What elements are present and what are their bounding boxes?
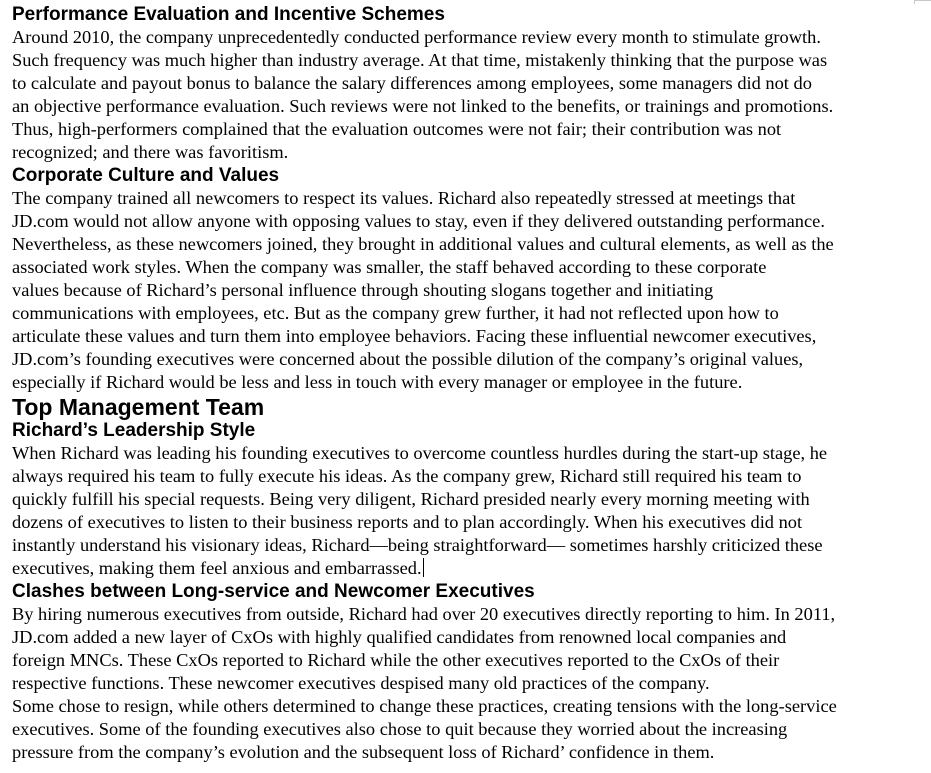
text-line: recognized; and there was favoritism. (12, 142, 289, 162)
text-line-with-cursor (12, 557, 917, 580)
heading-corporate-culture: Corporate Culture and Values (12, 165, 280, 186)
text-line: respective functions. These newcomer executives despised many old practices of the company. (12, 673, 710, 693)
text-line: articulate these values and turn them into employee behaviors. Facing these influential newcomer executives, (12, 326, 817, 346)
text-line: executives. Some of the founding executives also chose to quit because they worried about the increasing (12, 719, 788, 739)
text-line: When Richard was leading his founding executives to overcome countless hurdles during the start-up stage, he (12, 443, 828, 463)
heading-top-management-team: Top Management Team (12, 394, 265, 420)
paragraph-corporate-culture[interactable] (12, 187, 917, 394)
paragraph-executive-resignations[interactable] (12, 695, 917, 764)
text-line: foreign MNCs. These CxOs reported to Richard while the other executives reported to the CxOs of their (12, 650, 780, 670)
text-line: communications with employees, etc. But as the company grew further, it had not reflected upon how to (12, 303, 779, 323)
heading-leadership-style: Richard’s Leadership Style (12, 420, 256, 441)
text-line: Some chose to resign, while others determined to change these practices, creating tensions with the long-service (12, 696, 837, 716)
text-line: Around 2010, the company unprecedentedly conducted performance review every month to stimulate growth. (12, 27, 821, 47)
text-line: instantly understand his visionary ideas, Richard—being straightforward— sometimes harshly criticized these (12, 535, 823, 555)
paragraph-leadership-style[interactable] (12, 442, 917, 580)
text-line: The company trained all newcomers to respect its values. Richard also repeatedly stressed at meetings that (12, 188, 796, 208)
text-line: By hiring numerous executives from outside, Richard had over 20 executives directly reporting to him. In 2011, (12, 604, 836, 624)
text-line: quickly fulfill his special requests. Being very diligent, Richard presided nearly every morning meeting with (12, 489, 810, 509)
text-line: pressure from the company’s evolution and the subsequent loss of Richard’ confidence in them. (12, 742, 715, 762)
text-line: JD.com added a new layer of CxOs with highly qualified candidates from renowned local companies and (12, 627, 787, 647)
text-line: always required his team to fully execute his ideas. As the company grew, Richard still required his team to (12, 466, 802, 486)
heading-performance-evaluation: Performance Evaluation and Incentive Schemes (12, 4, 445, 25)
text-line: values because of Richard’s personal influence through shouting slogans together and initiating (12, 280, 714, 300)
document-page[interactable] (12, 3, 917, 764)
text-line: Such frequency was much higher than industry average. At that time, mistakenly thinking that the purpose was (12, 50, 828, 70)
paragraph-performance-evaluation[interactable] (12, 26, 917, 164)
text-cursor (423, 558, 424, 577)
text-line: dozens of executives to listen to their business reports and to plan accordingly. When his executives did not (12, 512, 803, 532)
text-line: Thus, high-performers complained that the evaluation outcomes were not fair; their contribution was not (12, 119, 782, 139)
text-line: especially if Richard would be less and less in touch with every manager or employee in the future. (12, 372, 743, 392)
text-line: executives, making them feel anxious and embarrassed. (12, 558, 422, 578)
text-line: Nevertheless, as these newcomers joined, they brought in additional values and cultural elements, as well as the (12, 234, 834, 254)
text-line: JD.com’s founding executives were concerned about the possible dilution of the company’s original values, (12, 349, 804, 369)
paragraph-executive-clashes[interactable] (12, 603, 917, 695)
text-line: an objective performance evaluation. Such reviews were not linked to the benefits, or trainings and promotions. (12, 96, 834, 116)
text-line: JD.com would not allow anyone with opposing values to stay, even if they delivered outstanding performance. (12, 211, 825, 231)
text-line: associated work styles. When the company was smaller, the staff behaved according to these corporate (12, 257, 767, 277)
heading-executive-clashes: Clashes between Long-service and Newcomer Executives (12, 581, 535, 602)
text-line: to calculate and payout bonus to balance the salary differences among employees, some managers did not do (12, 73, 812, 93)
